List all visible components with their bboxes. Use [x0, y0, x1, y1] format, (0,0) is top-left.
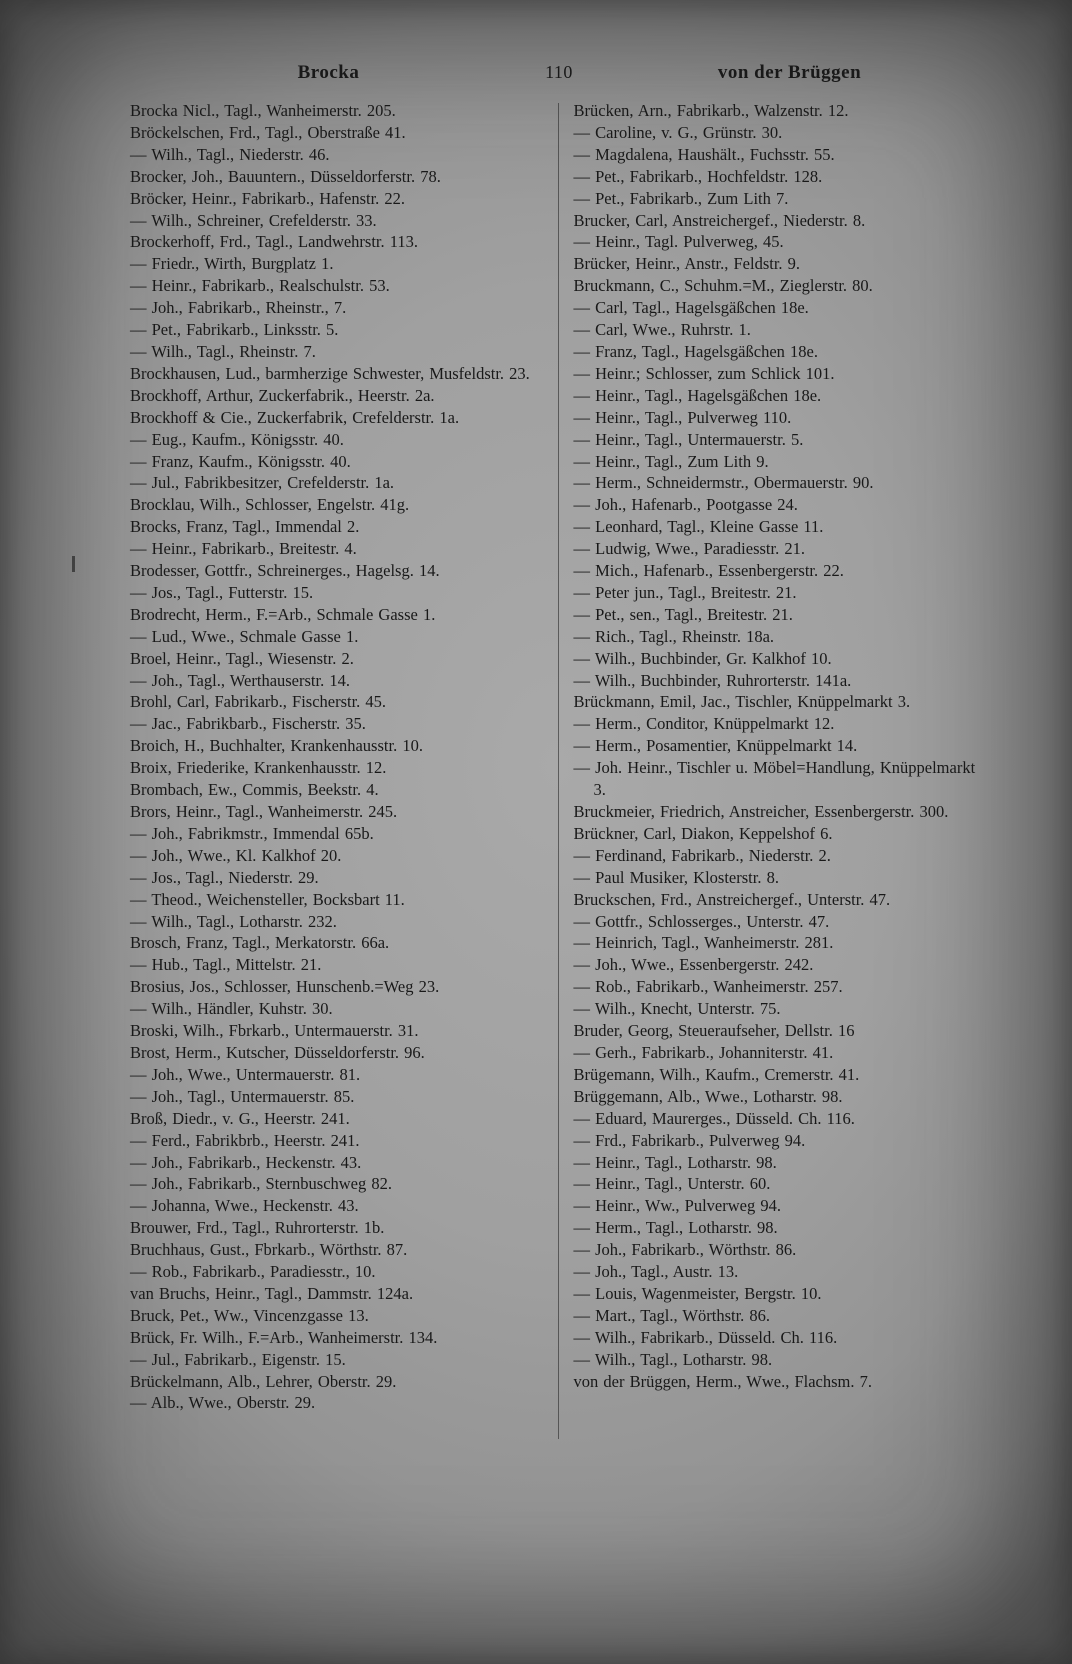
directory-entry: Brombach, Ew., Commis, Beekstr. 4. [130, 780, 379, 800]
directory-entry: — Heinr., Ww., Pulverweg 94. [573, 1196, 781, 1216]
directory-entry: Broix, Friederike, Krankenhausstr. 12. [130, 758, 387, 778]
directory-entry: — Joh., Tagl., Werthauserstr. 14. [130, 670, 350, 690]
scan-artifact [72, 556, 75, 572]
directory-entry: — Jul., Fabrikarb., Eigenstr. 15. [130, 1349, 346, 1369]
directory-entry: Bruder, Georg, Steueraufseher, Dellstr. 16 [573, 1021, 855, 1041]
directory-entry: Bruckschen, Frd., Anstreichergef., Unterstr. 47. [573, 889, 891, 909]
directory-entry: — Joh. Heinr., Tischler u. Möbel=Handlung, Knüppelmarkt 3. [573, 758, 976, 800]
directory-entry: van Bruchs, Heinr., Tagl., Dammstr. 124a. [130, 1283, 414, 1303]
directory-entry: Brückner, Carl, Diakon, Keppelshof 6. [573, 823, 833, 843]
directory-entry: — Carl, Tagl., Hagelsgäßchen 18e. [573, 298, 809, 318]
directory-entry: — Heinrich, Tagl., Wanheimerstr. 281. [573, 933, 834, 953]
directory-entry: — Heinr., Fabrikarb., Realschulstr. 53. [130, 276, 390, 296]
directory-entry: — Ludwig, Wwe., Paradiesstr. 21. [573, 539, 805, 559]
directory-entry: — Gerh., Fabrikarb., Johanniterstr. 41. [573, 1042, 834, 1062]
directory-entry: — Wilh., Schreiner, Crefelderstr. 33. [130, 210, 377, 230]
directory-entry: — Gottfr., Schlosserges., Unterstr. 47. [573, 911, 830, 931]
directory-entry: Bruchhaus, Gust., Fbrkarb., Wörthstr. 87. [130, 1240, 408, 1260]
page-number: 110 [545, 62, 573, 82]
directory-entry: Brosius, Jos., Schlosser, Hunschenb.=Weg 23. [130, 977, 440, 997]
directory-entry: — Joh., Wwe., Untermauerstr. 81. [130, 1064, 361, 1084]
directory-entry: — Heinr., Tagl., Untermauerstr. 5. [573, 429, 804, 449]
directory-entry: — Herm., Schneidermstr., Obermauerstr. 90. [573, 473, 874, 493]
directory-entry: — Wilh., Knecht, Unterstr. 75. [573, 999, 781, 1019]
header-keyword-left: Brocka [297, 62, 360, 83]
directory-entry: Brouwer, Frd., Tagl., Ruhrorterstr. 1b. [130, 1218, 385, 1238]
directory-entry: — Pet., Fabrikarb., Hochfeldstr. 128. [573, 166, 823, 186]
directory-entry: von der Brüggen, Herm., Wwe., Flachsm. 7. [573, 1371, 873, 1391]
directory-entry: — Pet., Fabrikarb., Linksstr. 5. [130, 320, 339, 340]
directory-entry: — Heinr., Tagl., Zum Lith 9. [573, 451, 769, 471]
directory-entry: Brohl, Carl, Fabrikarb., Fischerstr. 45. [130, 692, 387, 712]
directory-entry: Broski, Wilh., Fbrkarb., Untermauerstr. 31. [130, 1021, 419, 1041]
directory-entry: — Wilh., Tagl., Rheinstr. 7. [130, 341, 316, 361]
directory-entry: — Alb., Wwe., Oberstr. 29. [130, 1393, 316, 1413]
directory-entry: Brück, Fr. Wilh., F.=Arb., Wanheimerstr. 134. [130, 1327, 438, 1347]
directory-entry: — Wilh., Tagl., Lotharstr. 232. [130, 911, 337, 931]
directory-entry: — Louis, Wagenmeister, Bergstr. 10. [573, 1283, 822, 1303]
directory-entry: — Johanna, Wwe., Heckenstr. 43. [130, 1196, 359, 1216]
directory-entry: Brockerhoff, Frd., Tagl., Landwehrstr. 113. [130, 232, 419, 252]
column-right [559, 100, 989, 1439]
directory-entry: Brückelmann, Alb., Lehrer, Oberstr. 29. [130, 1371, 397, 1391]
directory-entry: — Joh., Wwe., Kl. Kalkhof 20. [130, 845, 342, 865]
directory-entry: — Herm., Tagl., Lotharstr. 98. [573, 1218, 778, 1238]
directory-entry: — Heinr.; Schlosser, zum Schlick 101. [573, 363, 835, 383]
directory-columns [0, 84, 1072, 1439]
directory-entry: — Ferdinand, Fabrikarb., Niederstr. 2. [573, 845, 831, 865]
directory-entry: Broel, Heinr., Tagl., Wiesenstr. 2. [130, 648, 354, 668]
directory-entry: Brocka Nicl., Tagl., Wanheimerstr. 205. [130, 101, 396, 120]
directory-entry: — Wilh., Buchbinder, Ruhrorterstr. 141a. [573, 670, 852, 690]
directory-entry: — Frd., Fabrikarb., Pulverweg 94. [573, 1130, 806, 1150]
directory-entry: — Jos., Tagl., Futterstr. 15. [130, 582, 314, 602]
directory-entry: — Rob., Fabrikarb., Paradiesstr., 10. [130, 1262, 376, 1282]
directory-entry: — Mart., Tagl., Wörthstr. 86. [573, 1305, 771, 1325]
header-keyword-right: von der Brüggen [717, 62, 862, 83]
column-left [130, 100, 558, 1439]
directory-entry: Bruck, Pet., Ww., Vincenzgasse 13. [130, 1305, 369, 1325]
directory-entry: Bruckmann, C., Schuhm.=M., Zieglerstr. 80. [573, 276, 873, 296]
directory-entry: Brücken, Arn., Fabrikarb., Walzenstr. 12. [573, 101, 849, 120]
directory-entry: Brückmann, Emil, Jac., Tischler, Knüppelmarkt 3. [573, 692, 911, 712]
directory-entry: — Carl, Wwe., Ruhrstr. 1. [573, 320, 751, 340]
page-header [0, 0, 1072, 84]
directory-entry: — Heinr., Tagl., Hagelsgäßchen 18e. [573, 385, 822, 405]
directory-entry: — Lud., Wwe., Schmale Gasse 1. [130, 626, 359, 646]
directory-entry: — Mich., Hafenarb., Essenbergerstr. 22. [573, 561, 844, 581]
directory-entry: — Joh., Fabrikarb., Sternbuschweg 82. [130, 1174, 393, 1194]
directory-entry: — Wilh., Buchbinder, Gr. Kalkhof 10. [573, 648, 832, 668]
directory-entry: — Heinr., Fabrikarb., Breitestr. 4. [130, 539, 357, 559]
directory-entry: Brosch, Franz, Tagl., Merkatorstr. 66a. [130, 933, 390, 953]
directory-entry: — Joh., Fabrikmstr., Immendal 65b. [130, 823, 374, 843]
directory-entry: — Joh., Fabrikarb., Wörthstr. 86. [573, 1240, 797, 1260]
directory-entry: — Franz, Kaufm., Königsstr. 40. [130, 451, 351, 471]
directory-entry: — Caroline, v. G., Grünstr. 30. [573, 122, 783, 142]
directory-entry: Bruckmeier, Friedrich, Anstreicher, Essenbergerstr. 300. [573, 802, 949, 821]
directory-entry: — Joh., Wwe., Essenbergerstr. 242. [573, 955, 814, 975]
directory-entry: Brügemann, Wilh., Kaufm., Cremerstr. 41. [573, 1064, 860, 1084]
directory-entry: Brockhoff, Arthur, Zuckerfabrik., Heerstr. 2a. [130, 385, 435, 405]
directory-entry: Brüggemann, Alb., Wwe., Lotharstr. 98. [573, 1086, 843, 1106]
directory-entry: — Herm., Conditor, Knüppelmarkt 12. [573, 714, 835, 734]
directory-entry: Brodrecht, Herm., F.=Arb., Schmale Gasse 1. [130, 604, 436, 624]
directory-entry: — Magdalena, Haushält., Fuchsstr. 55. [573, 144, 835, 164]
directory-entry: — Franz, Tagl., Hagelsgäßchen 18e. [573, 341, 818, 361]
directory-entry: Brodesser, Gottfr., Schreinerges., Hagelsg. 14. [130, 561, 440, 581]
directory-entry: — Joh., Tagl., Austr. 13. [573, 1262, 739, 1282]
directory-entry: Broß, Diedr., v. G., Heerstr. 241. [130, 1108, 350, 1128]
directory-entry: — Jac., Fabrikbarb., Fischerstr. 35. [130, 714, 366, 734]
directory-entry: Brocker, Joh., Bauuntern., Düsseldorferstr. 78. [130, 166, 441, 186]
directory-entry: — Pet., Fabrikarb., Zum Lith 7. [573, 188, 789, 208]
directory-entry: — Rich., Tagl., Rheinstr. 18a. [573, 626, 775, 646]
directory-entry: — Eug., Kaufm., Königsstr. 40. [130, 429, 344, 449]
directory-entry: — Heinr., Tagl., Pulverweg 110. [573, 407, 792, 427]
directory-entry: — Wilh., Tagl., Niederstr. 46. [130, 144, 330, 164]
directory-entry: — Jul., Fabrikbesitzer, Crefelderstr. 1a. [130, 473, 395, 493]
directory-entry: — Jos., Tagl., Niederstr. 29. [130, 867, 319, 887]
directory-entry: — Joh., Fabrikarb., Heckenstr. 43. [130, 1152, 362, 1172]
directory-entry: Brucker, Carl, Anstreichergef., Niederstr. 8. [573, 210, 866, 230]
directory-entry: — Peter jun., Tagl., Breitestr. 21. [573, 582, 797, 602]
directory-entry: Bröckelschen, Frd., Tagl., Oberstraße 41. [130, 122, 406, 142]
directory-entry: Brocks, Franz, Tagl., Immendal 2. [130, 517, 360, 537]
directory-entry: — Joh., Fabrikarb., Rheinstr., 7. [130, 298, 347, 318]
directory-entry: Brost, Herm., Kutscher, Düsseldorferstr. 96. [130, 1042, 425, 1062]
directory-entry: — Hub., Tagl., Mittelstr. 21. [130, 955, 322, 975]
directory-entry: — Wilh., Tagl., Lotharstr. 98. [573, 1349, 773, 1369]
directory-entry: — Joh., Hafenarb., Pootgasse 24. [573, 495, 798, 515]
directory-entry: Bröcker, Heinr., Fabrikarb., Hafenstr. 22. [130, 188, 406, 208]
directory-entry: — Heinr., Tagl., Unterstr. 60. [573, 1174, 771, 1194]
directory-entry: Brocklau, Wilh., Schlosser, Engelstr. 41g. [130, 495, 410, 515]
directory-entry: — Rob., Fabrikarb., Wanheimerstr. 257. [573, 977, 843, 997]
directory-entry: — Eduard, Maurerges., Düsseld. Ch. 116. [573, 1108, 855, 1128]
directory-entry: — Heinr., Tagl. Pulverweg, 45. [573, 232, 784, 252]
directory-entry: Brockhoff & Cie., Zuckerfabrik, Crefelderstr. 1a. [130, 407, 460, 427]
directory-entry: — Wilh., Händler, Kuhstr. 30. [130, 999, 333, 1019]
directory-entry: — Ferd., Fabrikbrb., Heerstr. 241. [130, 1130, 360, 1150]
directory-entry: — Heinr., Tagl., Lotharstr. 98. [573, 1152, 777, 1172]
directory-entry: — Joh., Tagl., Untermauerstr. 85. [130, 1086, 355, 1106]
directory-entry: Brors, Heinr., Tagl., Wanheimerstr. 245. [130, 802, 398, 821]
directory-entry: — Pet., sen., Tagl., Breitestr. 21. [573, 604, 793, 624]
directory-entry: — Herm., Posamentier, Knüppelmarkt 14. [573, 736, 858, 756]
directory-entry: Broich, H., Buchhalter, Krankenhausstr. 10. [130, 736, 423, 756]
directory-entry: Brockhausen, Lud., barmherzige Schwester, Musfeldstr. 23. [130, 363, 530, 383]
directory-entry: — Friedr., Wirth, Burgplatz 1. [130, 254, 334, 274]
directory-entry: — Paul Musiker, Klosterstr. 8. [573, 867, 779, 887]
directory-entry: Brücker, Heinr., Anstr., Feldstr. 9. [573, 254, 801, 274]
directory-entry: — Leonhard, Tagl., Kleine Gasse 11. [573, 517, 824, 537]
directory-entry: — Theod., Weichensteller, Bocksbart 11. [130, 889, 405, 909]
directory-entry: — Wilh., Fabrikarb., Düsseld. Ch. 116. [573, 1327, 838, 1347]
